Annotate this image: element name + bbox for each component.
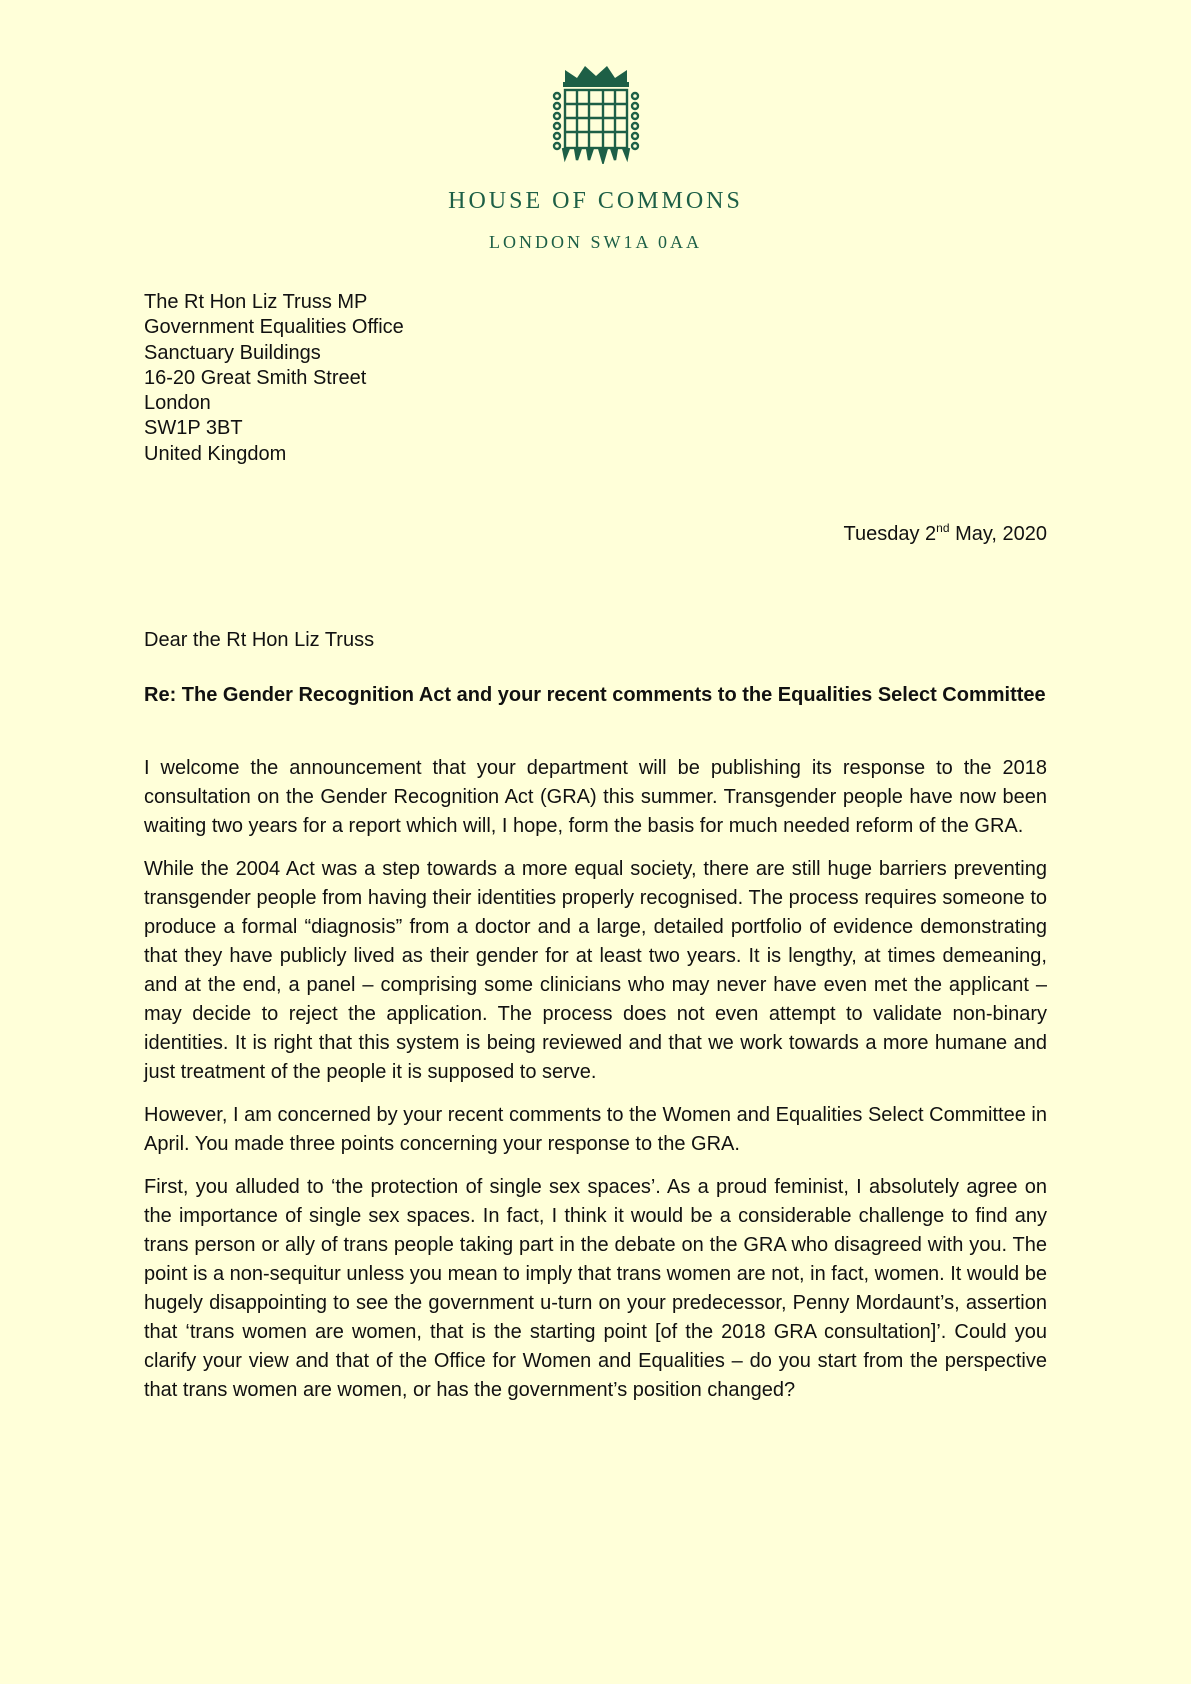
recipient-line: Government Equalities Office [144, 316, 404, 339]
salutation: Dear the Rt Hon Liz Truss [144, 629, 375, 651]
body-paragraph: First, you alluded to ‘the protection of single sex spaces’. As a proud feminist, I absolutely agree on the importance of single sex spaces. In fact, I think it would be a considerable challenge to find any trans person or ally of trans people taking part in the debate on the GRA who disagreed with you. The point is a non-sequitur unless you mean to imply that trans women are not, in fact, women. It would be hugely disappointing to see the government u-turn on your predecessor, Penny Mordaunt’s, assertion that ‘trans women are women, that is the starting point [of the 2018 GRA consultation]’. Could you clarify your view and that of the Office for Women and Equalities – do you start from the perspective that trans women are women, or has the government’s position changed? [144, 1176, 1047, 1401]
recipient-line: Sanctuary Buildings [144, 341, 321, 364]
date-day: Tuesday 2 [843, 523, 937, 545]
letterhead-address: LONDON SW1A 0AA [489, 232, 702, 252]
letter-date [844, 521, 1047, 546]
date-ordinal-suffix: nd [936, 521, 950, 535]
subject-line: Re: The Gender Recognition Act and your recent comments to the Equalities Select Committee [144, 684, 1046, 706]
recipient-line: United Kingdom [144, 442, 287, 465]
letterhead-title: HOUSE OF COMMONS [448, 188, 743, 214]
date-month-year: May, 2020 [949, 523, 1047, 545]
recipient-line: 16-20 Great Smith Street [144, 366, 367, 389]
portcullis-icon [551, 62, 641, 164]
recipient-address [144, 290, 404, 467]
body-paragraph: While the 2004 Act was a step towards a more equal society, there are still huge barriers preventing transgender people from having their identities properly recognised. The process requires someone to produce a formal “diagnosis” from a doctor and a large, detailed portfolio of evidence demonstrating that they have publicly lived as their gender for at least two years. It is lengthy, at times demeaning, and at the end, a panel – comprising some clinicians who may never have even met the applicant – may decide to reject the application. The process does not even attempt to validate non-binary identities. It is right that this system is being reviewed and that we work towards a more humane and just treatment of the people it is supposed to serve. [144, 858, 1047, 1083]
recipient-line: The Rt Hon Liz Truss MP [144, 291, 368, 313]
recipient-line: SW1P 3BT [144, 417, 243, 440]
recipient-line: London [144, 392, 211, 415]
letter-body [144, 754, 1047, 1419]
body-paragraph: I welcome the announcement that your department will be publishing its response to the 2018 consultation on the Gender Recognition Act (GRA) this summer. Transgender people have now been waiting two years for a report which will, I hope, form the basis for much needed reform of the GRA. [144, 757, 1047, 837]
body-paragraph: However, I am concerned by your recent comments to the Women and Equalities Select Committee in April. You made three points concerning your response to the GRA. [144, 1104, 1047, 1155]
